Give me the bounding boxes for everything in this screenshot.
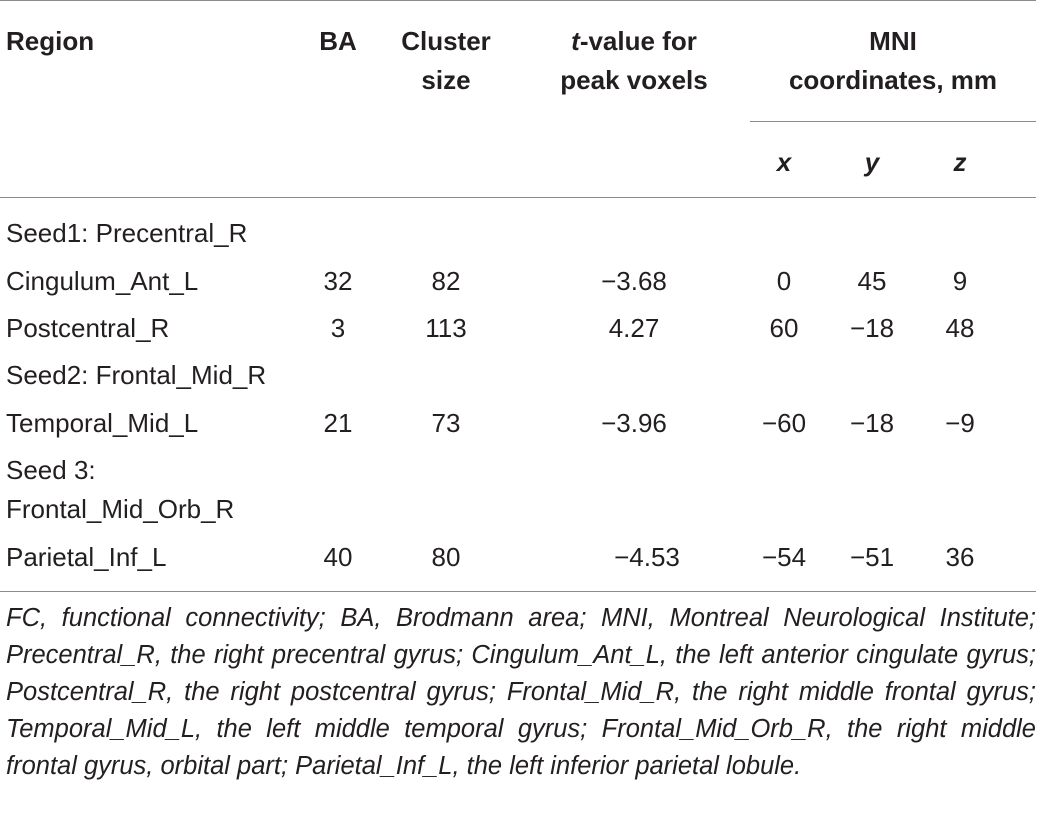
header-t-line2: peak voxels bbox=[560, 65, 708, 95]
header-cluster-line1: Cluster bbox=[401, 26, 491, 56]
cluster-cell: 82 bbox=[431, 266, 461, 296]
y-cell: −18 bbox=[849, 313, 895, 343]
region-cell: Postcentral_R bbox=[6, 313, 170, 343]
cluster-cell: 113 bbox=[425, 313, 467, 343]
header-cluster-line2: size bbox=[421, 65, 471, 95]
x-cell: 60 bbox=[769, 313, 799, 343]
header-y: y bbox=[864, 147, 880, 177]
header-region: Region bbox=[6, 26, 95, 56]
header-t-line1 bbox=[534, 21, 734, 61]
z-cell: 36 bbox=[945, 542, 975, 572]
table-bottom-rule bbox=[0, 591, 1036, 592]
cluster-cell: 80 bbox=[431, 542, 461, 572]
seed-label: Seed1: Precentral_R bbox=[6, 218, 248, 248]
y-cell: −18 bbox=[849, 408, 895, 438]
x-cell: −60 bbox=[761, 408, 807, 438]
z-cell: −9 bbox=[945, 408, 975, 438]
z-cell: 9 bbox=[952, 266, 968, 296]
mni-subheader-rule bbox=[750, 121, 1036, 122]
seed-label-line1: Seed 3: bbox=[6, 455, 96, 485]
cluster-cell: 73 bbox=[431, 408, 461, 438]
table-footnote: FC, functional connectivity; BA, Brodmann area; MNI, Montreal Neurological Institute; Precentral_R, the right precentral gyrus; Cingulum_Ant_L, the left anterior cingulate gyrus; Postcentral_R, the right postcentral gyrus; Frontal_Mid_R, the right middle frontal gyrus; Temporal_Mid_L, the left middle temporal gyrus; Frontal_Mid_Orb_R, the right middle frontal gyrus, orbital part; Parietal_Inf_L, the left inferior parietal lobule. bbox=[6, 604, 1036, 780]
top-rule bbox=[0, 0, 1036, 1]
header-z: z bbox=[953, 147, 967, 177]
z-cell: 48 bbox=[945, 313, 975, 343]
ba-cell: 3 bbox=[330, 313, 346, 343]
header-mni-line2: coordinates, mm bbox=[788, 65, 998, 95]
ba-cell: 21 bbox=[323, 408, 353, 438]
x-cell: 0 bbox=[776, 266, 792, 296]
region-cell: Temporal_Mid_L bbox=[6, 408, 199, 438]
region-cell: Parietal_Inf_L bbox=[6, 542, 167, 572]
header-ba: BA bbox=[319, 26, 357, 56]
y-cell: −51 bbox=[849, 542, 895, 572]
seed-label-line2: Frontal_Mid_Orb_R bbox=[6, 494, 235, 524]
ba-cell: 32 bbox=[323, 266, 353, 296]
t-value-cell: −4.53 bbox=[614, 542, 680, 572]
header-mni-line1: MNI bbox=[869, 26, 917, 56]
header-t-italic: t bbox=[571, 26, 580, 56]
header-x: x bbox=[776, 147, 792, 177]
ba-cell: 40 bbox=[323, 542, 353, 572]
x-cell: −54 bbox=[761, 542, 807, 572]
t-value-cell: −3.68 bbox=[601, 266, 667, 296]
t-value-cell: −3.96 bbox=[601, 408, 667, 438]
header-bottom-rule bbox=[0, 197, 1036, 198]
t-value-cell: 4.27 bbox=[608, 313, 660, 343]
y-cell: 45 bbox=[857, 266, 887, 296]
header-t-rest: -value for bbox=[579, 26, 697, 56]
region-cell: Cingulum_Ant_L bbox=[6, 266, 199, 296]
seed-label: Seed2: Frontal_Mid_R bbox=[6, 360, 267, 390]
